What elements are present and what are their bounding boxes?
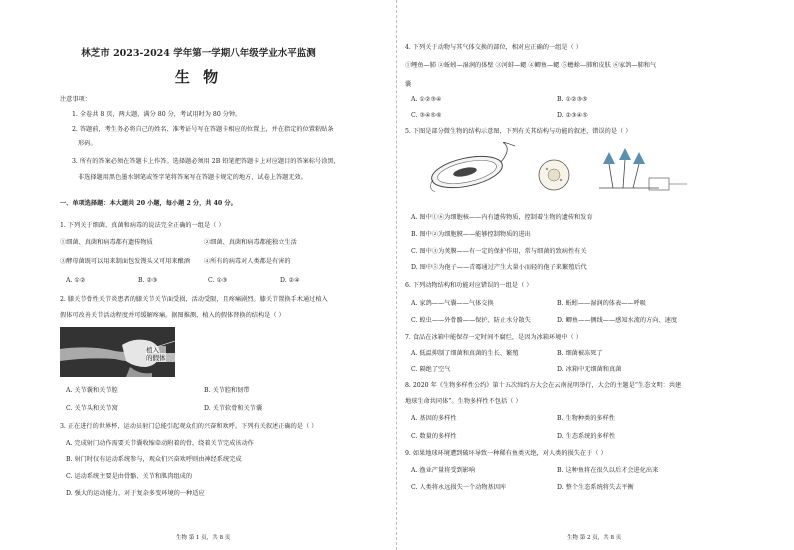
subject-title: 生 物 bbox=[174, 68, 223, 86]
q3-choice-d[interactable]: D. 强大的运动能力，对于复杂多变环境的一种适应 bbox=[66, 490, 205, 497]
q4-choice-a[interactable]: A. ①②③④ bbox=[411, 96, 442, 103]
q5-stem: 5. 下图是部分微生物的结构示意图，下列有关其结构与功能的叙述，错误的是（ ） bbox=[405, 128, 632, 135]
q4-choice-b[interactable]: B. ①②③⑤ bbox=[557, 96, 588, 103]
q2-stem-line-2: 假体可改善关节活动程度并可缓解疼痛。据图推测，植入的假体替换的结构是（ ） bbox=[60, 312, 285, 319]
page-footer-2: 生物 第 2 页，共 8 页 bbox=[567, 535, 622, 541]
q1-choice-b[interactable]: B. ②③ bbox=[138, 277, 158, 284]
q3-choice-a[interactable]: A. 完成射门动作需要关节囊收缩牵动附着的骨，绕着关节完成该动作 bbox=[66, 440, 254, 447]
q8-choice-c[interactable]: C. 数量的多样性 bbox=[411, 433, 457, 440]
section-heading: 一、单项选择题：本大题共 20 小题，每小题 2 分，共 40 分。 bbox=[60, 200, 237, 207]
exam-title: 林芝市 2023-2024 学年第一学期八年级学业水平监测 bbox=[81, 48, 316, 59]
implant-label: 植入 的假体 bbox=[146, 346, 166, 362]
q2-choice-d[interactable]: D. 关节软骨和关节囊 bbox=[204, 405, 263, 412]
q2-stem-line-1: 2. 膝关节骨性关节炎患者的膝关节关节面受损，活动受限，且疼痛剧烈。膝关节置换手术通过植入 bbox=[60, 296, 328, 303]
q4-stem: 4. 下列关于动物与其气体交换的部位，相对应正确的一组是（ ） bbox=[405, 44, 582, 51]
page-footer-1: 生物 第 1 页，共 8 页 bbox=[176, 535, 231, 541]
note-3: 3. 所有的答案必须在答题卡上作答。选择题必须用 2B 铅笔把答题卡上对应题目的答案标号涂黑， bbox=[72, 158, 340, 165]
bacterium-diagram bbox=[425, 142, 520, 194]
note-2: 2. 答题前，考生务必将自己的姓名、准考证号写在答题卡相应的位置上，并在指定的位置粘贴条 bbox=[72, 126, 334, 133]
q4-choice-d[interactable]: D. ②③④⑤ bbox=[557, 112, 588, 119]
q7-stem: 7. 食品在冰箱中能保存一定时间不腐烂，是因为冰箱环境中（ ） bbox=[405, 334, 582, 341]
q7-choice-c[interactable]: C. 隔绝了空气 bbox=[411, 366, 451, 373]
q8-choice-b[interactable]: B. 生物种类的多样性 bbox=[557, 415, 615, 422]
q3-stem: 3. 正在进行的世界杯，运动员射门总能引起观众们的兴奋和欢呼。下列有关叙述正确的是（ ） bbox=[60, 423, 318, 430]
q8-choice-d[interactable]: D. 生态系统的多样性 bbox=[557, 433, 616, 440]
q4-pairs-line-1: ①鲤鱼—肺 ②蚯蚓—湿润的体壁 ③河蚌—鳃 ④鲫鱼—鳃 ⑤蟾蜍—肺和皮肤 ⑥家鸽—肺和气 bbox=[405, 62, 657, 69]
q1-statement-2: ②细菌、真菌和病毒都能独立生活 bbox=[204, 239, 297, 246]
q7-choice-b[interactable]: B. 细菌被冻死了 bbox=[557, 350, 603, 357]
note-2-cont: 形码。 bbox=[78, 140, 97, 147]
q7-choice-d[interactable]: D. 冰箱中无细菌和真菌 bbox=[557, 366, 622, 373]
q6-choice-b[interactable]: B. 蚯蚓——湿润的体表——呼吸 bbox=[557, 300, 646, 307]
exam-page-2 bbox=[397, 0, 794, 550]
q7-choice-a[interactable]: A. 低温抑制了细菌和真菌的生长、繁殖 bbox=[411, 350, 519, 357]
yeast-cell-diagram bbox=[537, 158, 571, 192]
q9-choice-c[interactable]: C. 人类将永远损失一个动物基因库 bbox=[411, 484, 507, 491]
q5-choice-b[interactable]: B. 图中②为细胞膜——能够控制物质的进出 bbox=[411, 231, 531, 238]
q4-choice-c[interactable]: C. ③④⑤⑥ bbox=[411, 112, 442, 119]
q5-choice-d[interactable]: D. 图中⑤为孢子——青霉通过产生大量小而轻的孢子来繁殖后代 bbox=[411, 264, 587, 271]
notes-heading: 注意事项： bbox=[60, 96, 91, 103]
q4-pairs-line-2: 囊 bbox=[405, 81, 412, 88]
q1-choice-a[interactable]: A. ①② bbox=[66, 277, 86, 284]
q8-choice-a[interactable]: A. 基因的多样性 bbox=[411, 415, 457, 422]
q1-choice-c[interactable]: C. ①③ bbox=[208, 277, 228, 284]
q3-choice-b[interactable]: B. 射门时仅有运动系统参与，观众们兴奋欢呼则由神经系统完成 bbox=[66, 456, 242, 463]
q9-choice-a[interactable]: A. 渔业产量将受到影响 bbox=[411, 467, 476, 474]
q6-stem: 6. 下列动物结构和功能对应错误的一组是（ ） bbox=[405, 282, 533, 289]
q5-choice-a[interactable]: A. 图中①⑥为细胞核——内有遗传物质，控制着生物的遗传和发育 bbox=[411, 214, 593, 221]
q2-choice-b[interactable]: B. 关节腔和韧带 bbox=[204, 387, 250, 394]
q1-statement-3: ③酵母菌既可以用来制面包发馒头又可用来酿酒 bbox=[60, 258, 190, 265]
q6-choice-d[interactable]: D. 鲫鱼——侧线——感知水流的方向、速度 bbox=[557, 317, 678, 324]
q9-stem: 9. 如果地球环境遭到破坏导致一种稀有鱼类灭绝，对人类的损失在于（ ） bbox=[405, 450, 607, 457]
q1-statement-4: ④所有的病毒对人类都是有害的 bbox=[204, 258, 291, 265]
q8-stem-line-1: 8. 2020 年《生物多样性公约》第十五次缔约方大会在云南昆明举行，大会的主题是“生态文明：共建 bbox=[405, 382, 682, 389]
q1-statement-1: ①细菌、真菌和病毒都有遗传物质 bbox=[60, 239, 153, 246]
q9-choice-b[interactable]: B. 这种鱼将在很久以后才会进化出来 bbox=[557, 467, 659, 474]
q9-choice-d[interactable]: D. 整个生态系统将失去平衡 bbox=[557, 484, 634, 491]
mold-diagram bbox=[599, 148, 689, 196]
note-3-cont: 非选择题用黑色墨水钢笔或签字笔将答案写在答题卡规定的地方，试卷上答题无效。 bbox=[78, 174, 307, 181]
q6-choice-a[interactable]: A. 家鸽——气囊——气体交换 bbox=[411, 300, 494, 307]
q2-choice-c[interactable]: C. 关节头和关节窝 bbox=[66, 405, 118, 412]
q2-choice-a[interactable]: A. 关节囊和关节腔 bbox=[66, 387, 118, 394]
q6-choice-c[interactable]: C. 蝗虫——外骨骼——保护、防止水分散失 bbox=[411, 317, 531, 324]
q8-stem-line-2: 地球生命共同体”。生物多样性不包括（ ） bbox=[405, 398, 522, 405]
note-1: 1. 全卷共 8 页，两大题，满分 80 分，考试用时为 80 分钟。 bbox=[72, 111, 242, 118]
q5-choice-c[interactable]: C. 图中③为荚膜——有一定的保护作用，常与细菌的致病性有关 bbox=[411, 248, 587, 255]
q3-choice-c[interactable]: C. 运动系统主要是由骨骼、关节和肌肉组成的 bbox=[66, 473, 193, 480]
q1-choice-d[interactable]: D. ②④ bbox=[280, 277, 300, 284]
q1-stem: 1. 下列关于细菌、真菌和病毒的说法完全正确的一组是（ ） bbox=[60, 222, 225, 229]
